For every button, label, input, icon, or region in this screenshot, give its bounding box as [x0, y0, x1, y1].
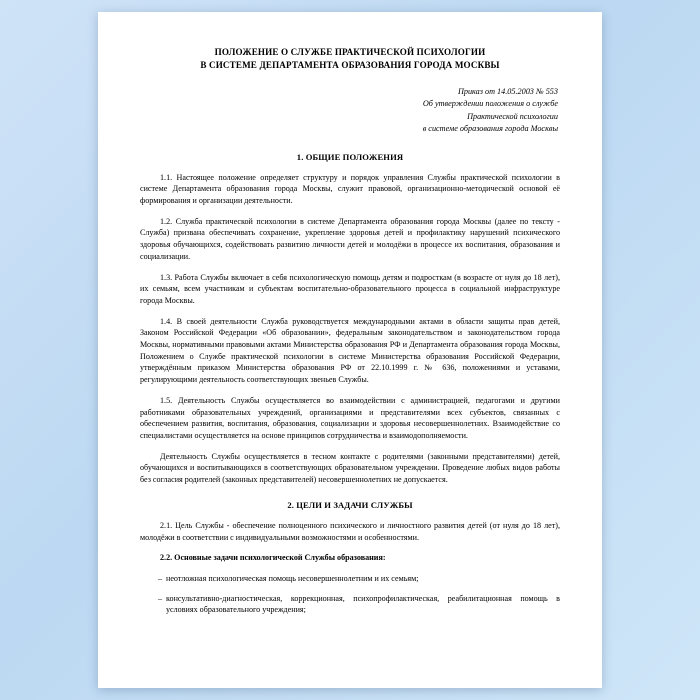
- document-body: [98, 12, 602, 616]
- page-title: [140, 46, 560, 72]
- list-item-label: неотложная психологическая помощь несовершеннолетним и их семьям;: [166, 573, 419, 583]
- page-fade: [98, 672, 602, 688]
- section-heading-1: 1. ОБЩИЕ ПОЛОЖЕНИЯ: [296, 151, 404, 162]
- list-item-label: консультативно-диагностическая, коррекционная, психопрофилактическая, реабилитационная помощь в условиях образовательного учреждения;: [166, 593, 560, 615]
- paragraph-2-1: 2.1. Цель Службы - обеспечение полноценного психического и личностного развития детей (от нуля до 18 лет), молодёжи в соответствии с индивидуальными возможностями и особенностями.: [140, 520, 560, 542]
- section-heading-2: 2. ЦЕЛИ И ЗАДАЧИ СЛУЖБЫ: [287, 499, 413, 510]
- document-page: [98, 12, 602, 688]
- paragraph-1-5: 1.5. Деятельность Службы осуществляется во взаимодействии с администрацией, педагогами и другими работниками образовательных учреждений, организациями и представителями всех субъектов, связанных с обеспечением развития, воспитания, образования, социализации и здоровья несовершеннолетних. Взаимодействие со специалистами осуществляется на основе принципов сотрудничества и взаимодополняемости.: [140, 395, 560, 440]
- order-subject-line-1: Об утверждении положения о службе: [422, 99, 558, 109]
- order-reference-block: [140, 86, 558, 136]
- paragraph-1-6: Деятельность Службы осуществляется в тесном контакте с родителями (законными представителями) детей, обучающихся и воспитывающихся в соответствующих образовательном учреждении. Проведение любых видов работы без согласия родителей (законных представителей) несовершеннолетних не допускается.: [140, 451, 560, 485]
- title-line-1: ПОЛОЖЕНИЕ О СЛУЖБЕ ПРАКТИЧЕСКОЙ ПСИХОЛОГИИ: [214, 47, 486, 57]
- paragraph-2-2: 2.2. Основные задачи психологической Службы образования:: [160, 553, 386, 563]
- list-item: [140, 573, 560, 585]
- list-item: [140, 593, 560, 616]
- paragraph-1-3: 1.3. Работа Службы включает в себя психологическую помощь детям и подросткам (в возрасте от нуля до 18 лет), их семьям, всем участникам и субъектам воспитательно-образовательного процесса в социальной инфраструктуре города Москвы.: [140, 272, 560, 305]
- order-number: Приказ от 14.05.2003 № 553: [457, 87, 558, 96]
- title-line-2: В СИСТЕМЕ ДЕПАРТАМЕНТА ОБРАЗОВАНИЯ ГОРОДА МОСКВЫ: [200, 60, 500, 70]
- paragraph-1-1: 1.1. Настоящее положение определяет структуру и порядок управления Службы практической психологии в системе Департамента образования города Москвы, служит правовой, организационно-методической основой её формирования и организации деятельности.: [140, 172, 560, 206]
- dash-icon: –: [158, 573, 163, 583]
- paragraph-1-2: 1.2. Служба практической психологии в системе Департамента образования города Москвы (далее по тексту - Служба) призвана обеспечивать сохранение, укрепление здоровья детей и профилактику нарушений психического здоровья обучающихся, содействовать развитию личности детей и молодёжи в процессе их воспитания, образования и социализации.: [140, 216, 560, 261]
- tasks-list: [140, 573, 560, 616]
- dash-icon: –: [158, 593, 163, 603]
- paragraph-1-4: 1.4. В своей деятельности Служба руководствуется международными актами в области защиты прав детей, Законом Российской Федерации «Об образовании», федеральным законодательством и законодательством города Москвы, нормативными правовыми актами Министерства образования РФ и Департамента образования города Москвы, Положением о Службе практической психологии в системе Министерства образования Российской Федерации, утверждённым приказом Министерства образования РФ от 22.10.1999 г. № 636, положениями и уставами, регулирующими деятельность соответствующих звеньев Службы.: [140, 316, 560, 385]
- order-subject-line-2: Практической психологии: [467, 111, 558, 121]
- order-subject-line-3: в системе образования города Москвы: [422, 124, 558, 134]
